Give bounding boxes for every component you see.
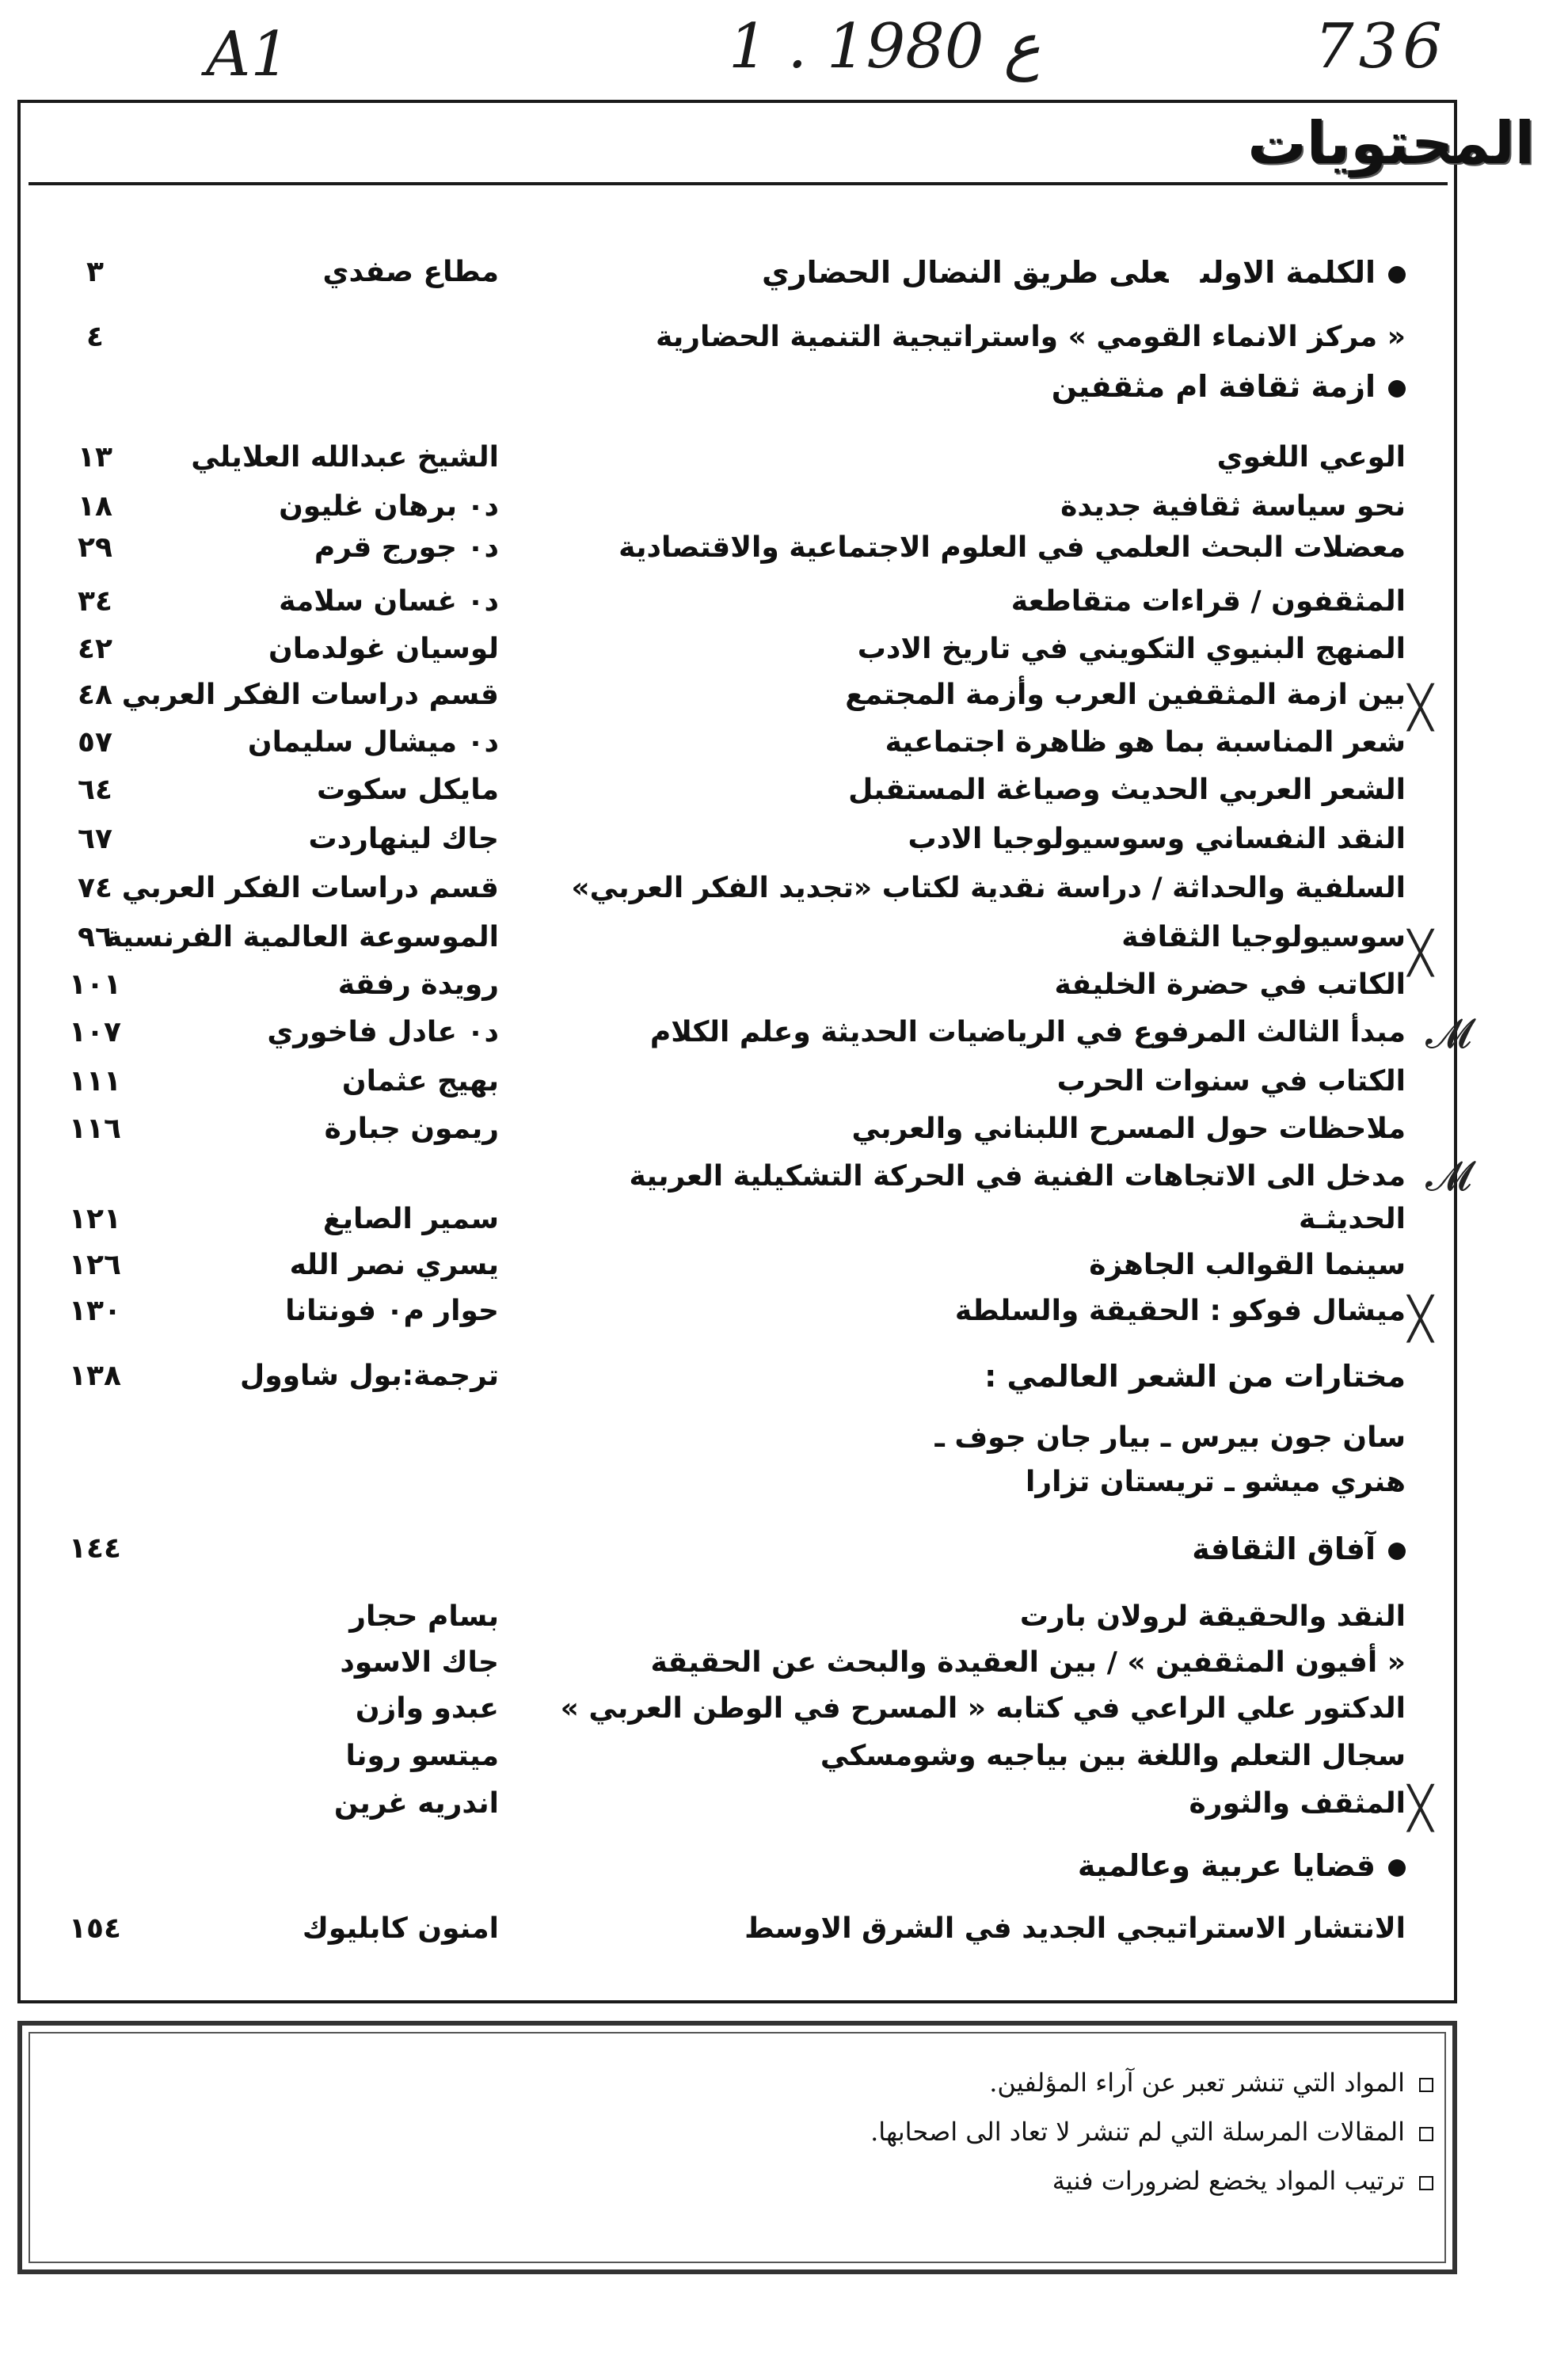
toc-author: د٠ غسان سلامة [279, 585, 499, 618]
handwritten-note-right: 736 [1315, 11, 1447, 82]
toc-author: جاك لينهاردت [308, 823, 499, 855]
note-text: المواد التي تنشر تعبر عن آراء المؤلفين. [989, 2068, 1405, 2098]
toc-page-number: ٤٨ [78, 679, 112, 711]
toc-row [0, 1908, 1568, 1950]
toc-row [0, 317, 1568, 358]
toc-row [0, 486, 1568, 527]
toc-title-text: النقد النفساني وسوسيولوجيا الادب [908, 823, 1406, 855]
toc-page-number: ٢٩ [78, 531, 112, 564]
toc-title [455, 1908, 1406, 1950]
margin-cross-mark: ╳ [1408, 684, 1433, 732]
toc-title-text: الانتشار الاستراتيجي الجديد في الشرق الاوسط [744, 1912, 1406, 1945]
toc-row [0, 1642, 1568, 1684]
square-bullet-icon [1419, 2078, 1433, 2092]
toc-title-text: الكتاب في سنوات الحرب [1056, 1065, 1406, 1098]
toc-row [0, 437, 1568, 478]
toc-author: ميتسو رونا [345, 1740, 499, 1772]
toc-title [455, 1356, 1406, 1397]
square-bullet-icon [1419, 2176, 1433, 2190]
toc-title-text: نحو سياسة ثقافية جديدة [1060, 490, 1406, 523]
toc-author: ريمون جبارة [324, 1113, 499, 1145]
toc-author: د٠ برهان غليون [279, 490, 499, 523]
toc-author: قسم دراسات الفكر العربي [121, 679, 499, 711]
toc-title-text: مبدأ الثالث المرفوع في الرياضيات الحديثة وعلم الكلام [649, 1016, 1406, 1048]
toc-title-text: بين ازمة المثقفين العرب وأزمة المجتمع [845, 679, 1406, 711]
toc-row [0, 581, 1568, 622]
toc-author: حوار م٠ فونتانا [285, 1295, 499, 1327]
toc-section-row [0, 1845, 1568, 1886]
toc-title [455, 1109, 1406, 1150]
toc-row [0, 629, 1568, 670]
toc-row [0, 1061, 1568, 1102]
margin-cross-mark: ╳ [1408, 1785, 1433, 1832]
toc-title [455, 1596, 1406, 1638]
margin-check-mark: 𝓜 [1425, 1153, 1472, 1200]
toc-title [455, 1061, 1406, 1102]
toc-page-number: ٣ [86, 256, 104, 288]
toc-row [0, 1736, 1568, 1777]
toc-author: جاك الاسود [340, 1646, 499, 1679]
toc-title-text: « مركز الانماء القومي » واستراتيجية التنمية الحضارية [655, 321, 1406, 353]
handwritten-note-left: A1 [206, 19, 290, 90]
toc-row [0, 1783, 1568, 1824]
toc-title [455, 1462, 1406, 1503]
toc-page-number: ٣٤ [78, 585, 112, 618]
toc-title-text: الوعي اللغوي [1216, 441, 1406, 474]
toc-author: سمير الصايغ [322, 1203, 499, 1235]
toc-subtitle: على طريق النضال الحضاري [761, 255, 1169, 290]
toc-page-number: ١١١ [69, 1065, 121, 1098]
square-bullet-icon [1419, 2127, 1433, 2141]
toc-title [455, 1528, 1406, 1569]
toc-author: مايكل سكوت [316, 774, 499, 806]
toc-title [455, 675, 1406, 716]
toc-row [0, 722, 1568, 763]
toc-title [455, 486, 1406, 527]
toc-page-number: ١٨ [78, 490, 112, 523]
heading-divider [29, 182, 1448, 185]
toc-page-number: ١٠٧ [69, 1016, 121, 1048]
toc-title [455, 252, 1406, 293]
toc-row [0, 1462, 1568, 1503]
toc-title-text: هنري ميشو ـ تريستان تزارا [1026, 1466, 1406, 1498]
toc-title-text: المثقفون / قراءات متقاطعة [1010, 585, 1406, 618]
toc-author: رويدة رفقة [337, 968, 499, 1001]
toc-title-text: النقد والحقيقة لرولان بارت [1019, 1600, 1406, 1633]
toc-title [455, 868, 1406, 909]
toc-title [455, 819, 1406, 860]
toc-section-row [0, 252, 1568, 293]
toc-title [455, 1245, 1406, 1286]
toc-row [0, 675, 1568, 716]
toc-author: بسام حجار [349, 1600, 499, 1633]
toc-title [455, 1642, 1406, 1684]
toc-title-text: المنهج البنيوي التكويني في تاريخ الادب [857, 633, 1406, 665]
toc-author: الشيخ عبدالله العلايلي [191, 441, 499, 474]
toc-row [0, 1596, 1568, 1638]
toc-row [0, 1688, 1568, 1729]
toc-title-text: ميشال فوكو : الحقيقة والسلطة [954, 1295, 1406, 1327]
toc-row [0, 917, 1568, 958]
toc-author: امنون كابليوك [302, 1912, 499, 1945]
bullet-icon [1388, 1543, 1406, 1560]
note-item [483, 2116, 1433, 2148]
toc-section-row [0, 1356, 1568, 1397]
toc-page-number: ١٣٠ [69, 1295, 121, 1327]
toc-author: قسم دراسات الفكر العربي [121, 872, 499, 904]
toc-title [455, 317, 1406, 358]
toc-author: بهيج عثمان [341, 1065, 499, 1098]
bullet-icon [1388, 1859, 1406, 1877]
toc-title-text: سجال التعلم واللغة بين بياجيه وشومسكي [820, 1740, 1406, 1772]
page-title: المحتويات [1247, 109, 1535, 177]
toc-page-number: ١٥٤ [69, 1912, 121, 1945]
toc-title-text: الشعر العربي الحديث وصياغة المستقبل [848, 774, 1406, 806]
toc-title-text: سان جون بيرس ـ بيار جان جوف ـ [934, 1421, 1406, 1454]
toc-title-text: قضايا عربية وعالمية [1077, 1848, 1376, 1883]
toc-author: د٠ عادل فاخوري [267, 1016, 499, 1048]
toc-section-row [0, 366, 1568, 407]
toc-title [455, 1291, 1406, 1332]
toc-title-text: مدخل الى الاتجاهات الفنية في الحركة التشكيلية العربية [629, 1160, 1406, 1193]
toc-title [455, 437, 1406, 478]
toc-row [0, 964, 1568, 1006]
toc-title-text: « أفيون المثقفين » / بين العقيدة والبحث عن الحقيقة [650, 1646, 1406, 1679]
toc-page-number: ٥٧ [78, 726, 112, 759]
toc-title [455, 1199, 1406, 1240]
toc-page-number: ٦٧ [78, 823, 112, 855]
toc-title [455, 722, 1406, 763]
toc-title [455, 629, 1406, 670]
toc-page-number: ٩٦ [78, 921, 112, 953]
toc-title [455, 581, 1406, 622]
toc-page-number: ١٤٤ [69, 1532, 121, 1565]
toc-title-text: آفاق الثقافة [1192, 1531, 1376, 1566]
toc-row [0, 1153, 1568, 1200]
bullet-icon [1388, 266, 1406, 283]
toc-title-text: سوسيولوجيا الثقافة [1121, 921, 1406, 953]
toc-author: لوسيان غولدمان [268, 633, 499, 665]
notes-box [17, 2021, 1457, 2274]
toc-page-number: ٤ [86, 321, 104, 353]
toc-page-number: ١٠١ [69, 968, 121, 1001]
toc-title-text: الكاتب في حضرة الخليفة [1054, 968, 1406, 1001]
note-item [483, 2067, 1433, 2098]
toc-row [0, 1109, 1568, 1150]
toc-title-text: المثقف والثورة [1189, 1787, 1406, 1820]
toc-row [0, 770, 1568, 811]
toc-title [455, 366, 1406, 407]
toc-row [0, 527, 1568, 569]
toc-row [0, 1291, 1568, 1332]
toc-page-number: ١٢٦ [69, 1249, 121, 1281]
note-text: المقالات المرسلة التي لم تنشر لا تعاد الى اصحابها. [870, 2117, 1405, 2147]
toc-title-text: مختارات من الشعر العالمي : [984, 1359, 1406, 1394]
margin-cross-mark: ╳ [1408, 930, 1433, 977]
toc-row [0, 1245, 1568, 1286]
toc-title [455, 964, 1406, 1006]
toc-page-number: ٤٢ [78, 633, 112, 665]
handwritten-note-center: 1 . ع 1980 [729, 11, 1041, 82]
toc-title-text: سينما القوالب الجاهزة [1089, 1249, 1406, 1281]
toc-row [0, 819, 1568, 860]
toc-title-text: ملاحظات حول المسرح اللبناني والعربي [851, 1113, 1406, 1145]
toc-title-text: السلفية والحداثة / دراسة نقدية لكتاب «تجديد الفكر العربي» [571, 872, 1406, 904]
toc-title-text: شعر المناسبة بما هو ظاهرة اجتماعية [885, 726, 1406, 759]
toc-author: عبدو وازن [355, 1692, 499, 1725]
toc-title-text: الكلمة الاولى [1200, 255, 1376, 290]
toc-title [455, 770, 1406, 811]
toc-title-text: الدكتور علي الراعي في كتابه « المسرح في الوطن العربي » [560, 1692, 1406, 1725]
toc-row [0, 1010, 1568, 1058]
toc-title-text: الحديثـة [1299, 1203, 1406, 1235]
toc-author: الموسوعة العالمية الفرنسية [105, 921, 499, 953]
toc-row [0, 868, 1568, 909]
toc-author: مطاع صفدي [322, 256, 499, 288]
margin-cross-mark: ╳ [1408, 1295, 1433, 1343]
toc-row [0, 1199, 1568, 1240]
toc-section-row [0, 1528, 1568, 1569]
toc-page-number: ١٣٨ [69, 1360, 121, 1392]
toc-title [455, 917, 1406, 958]
toc-title [455, 527, 1406, 569]
toc-author: يسري نصر الله [289, 1249, 499, 1281]
toc-title-text: ازمة ثقافة ام مثقفين [1051, 369, 1376, 404]
toc-row [0, 1417, 1568, 1459]
toc-author: ترجمة:بول شاوول [240, 1360, 499, 1392]
toc-page-number: ١٢١ [69, 1203, 121, 1235]
toc-page-number: ٧٤ [78, 872, 112, 904]
toc-title [455, 1012, 1406, 1053]
bullet-icon [1388, 380, 1406, 398]
margin-check-mark: 𝓜 [1425, 1010, 1472, 1058]
toc-page-number: ١١٦ [69, 1113, 121, 1145]
toc-title [455, 1783, 1406, 1824]
toc-title [455, 1156, 1406, 1197]
note-item [483, 2165, 1433, 2197]
toc-title [455, 1736, 1406, 1777]
note-text: ترتيب المواد يخضع لضرورات فنية [1052, 2166, 1405, 2196]
toc-title [455, 1688, 1406, 1729]
toc-author: اندريه غرين [333, 1787, 499, 1820]
toc-page-number: ١٣ [78, 441, 112, 474]
toc-author: د٠ جورج قرم [314, 531, 499, 564]
toc-page-number: ٦٤ [78, 774, 112, 806]
toc-title-text: معضلات البحث العلمي في العلوم الاجتماعية والاقتصادية [618, 531, 1406, 564]
toc-author: د٠ ميشال سليمان [247, 726, 499, 759]
toc-title [455, 1845, 1406, 1886]
toc-title [455, 1417, 1406, 1459]
